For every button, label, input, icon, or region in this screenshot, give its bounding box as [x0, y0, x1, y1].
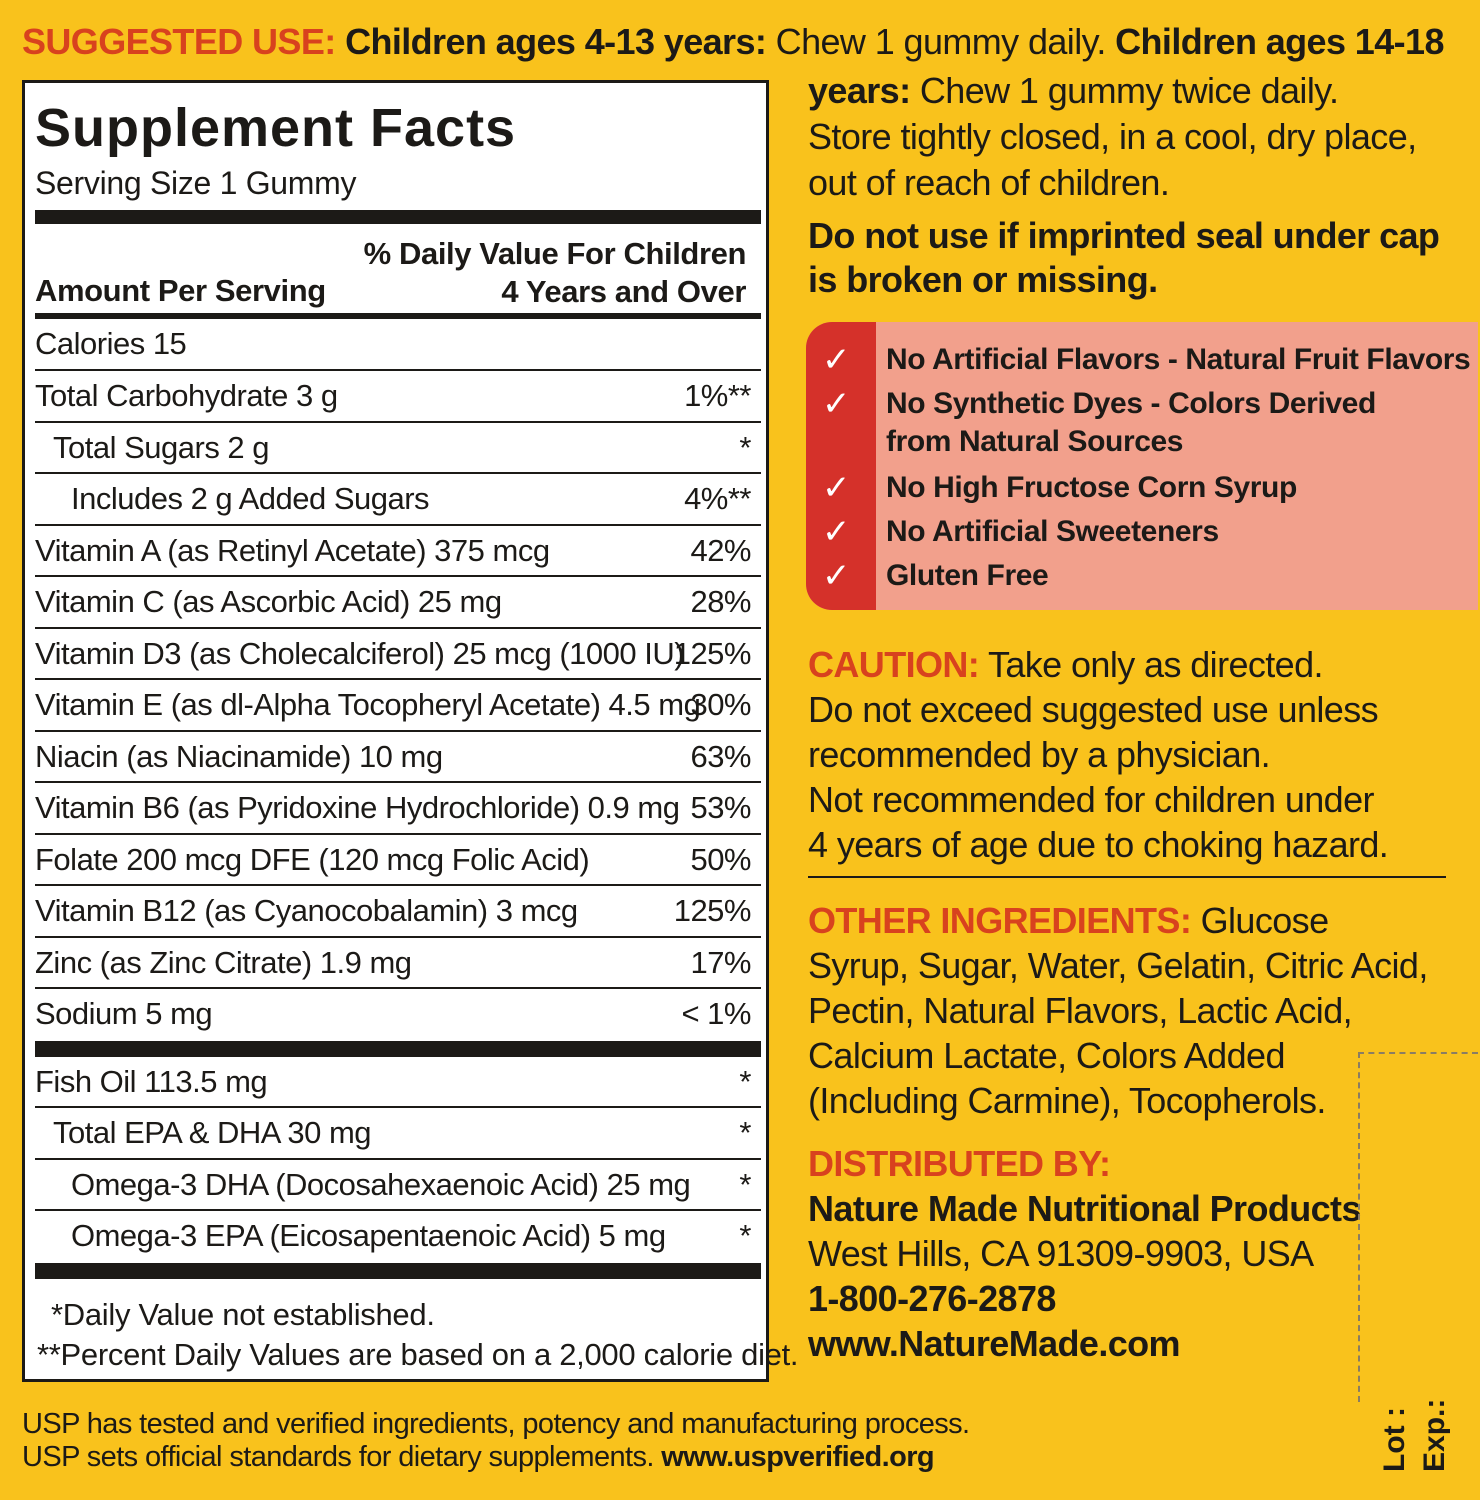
nutrient-name: Omega-3 DHA (Docosahexaenoic Acid) 25 mg [71, 1166, 691, 1202]
distributor-website[interactable]: www.NatureMade.com [808, 1323, 1180, 1364]
nutrient-name: Vitamin E (as dl-Alpha Tocopheryl Acetate) 4.5 mg [35, 687, 701, 722]
nutrient-row [35, 1057, 761, 1109]
nutrient-dv: 1%** [684, 378, 751, 413]
nutrient-name: Total EPA & DHA 30 mg [53, 1115, 372, 1150]
usp-statement [22, 1408, 970, 1474]
footnote-calorie-diet: **Percent Daily Values are based on a 2,000 calorie diet. [37, 1337, 799, 1372]
nutrient-row [35, 474, 761, 526]
other-ingredients-line-3: Pectin, Natural Flavors, Lactic Acid, [808, 990, 1353, 1031]
nutrient-name: Calories 15 [35, 326, 187, 361]
dv-header-line-2: 4 Years and Over [501, 274, 746, 309]
section-divider [808, 876, 1446, 878]
lot-exp-box [1358, 1052, 1478, 1402]
amount-header: Amount Per Serving [35, 273, 326, 308]
check-icon: ✓ [822, 512, 851, 552]
nutrient-row [35, 1108, 761, 1160]
caution-line-4: Not recommended for children under [808, 779, 1374, 820]
caution-line-3: recommended by a physician. [808, 734, 1271, 775]
nutrient-row [35, 629, 761, 681]
lot-label: Lot : [1378, 1407, 1411, 1472]
nutrient-row [35, 835, 761, 887]
nutrient-row [35, 989, 761, 1041]
other-ingredients-text-1: Glucose [1191, 900, 1329, 941]
dv-header [346, 235, 746, 311]
nutrient-row [35, 423, 761, 475]
age-group-2: Children ages 14-18 [1115, 21, 1444, 62]
storage-line-1: Store tightly closed, in a cool, dry place, [808, 116, 1417, 157]
claim-item: No Artificial Sweeteners [886, 515, 1219, 548]
nutrient-name: Vitamin A (as Retinyl Acetate) 375 mcg [35, 532, 550, 568]
check-icon: ✓ [822, 468, 851, 508]
nutrient-row [35, 577, 761, 629]
claim-item: No High Fructose Corn Syrup [886, 471, 1297, 504]
nutrient-name: Folate 200 mcg DFE (120 mcg Folic Acid) [35, 841, 590, 877]
nutrient-row [35, 680, 761, 732]
nutrient-name: Zinc (as Zinc Citrate) 1.9 mg [35, 944, 412, 980]
nutrient-name: Includes 2 g Added Sugars [71, 481, 430, 516]
nutrient-row [35, 319, 761, 371]
dose-1: Chew 1 gummy daily. [766, 21, 1116, 62]
age-group-2-cont: years: [808, 70, 911, 111]
storage-line-2: out of reach of children. [808, 162, 1170, 203]
nutrient-dv: < 1% [681, 996, 751, 1031]
supplement-facts-panel [22, 80, 799, 1382]
nutrient-dv: 53% [690, 790, 751, 825]
seal-warning-line-2: is broken or missing. [808, 259, 1158, 300]
seal-warning [808, 214, 1439, 302]
usp-line-2-text: USP sets official standards for dietary supplements. [22, 1441, 662, 1473]
other-ingredients-section [808, 898, 1428, 1123]
nutrient-row [35, 938, 761, 990]
exp-label: Exp.: [1418, 1398, 1451, 1472]
check-icon: ✓ [822, 384, 851, 424]
nutrient-row [35, 732, 761, 784]
facts-rule-thick [35, 210, 761, 224]
nutrient-name: Fish Oil 113.5 mg [35, 1063, 268, 1099]
nutrient-dv: 42% [690, 532, 751, 568]
nutrient-name: Total Sugars 2 g [53, 429, 270, 465]
suggested-use-label: SUGGESTED USE: [22, 21, 336, 62]
distributor-info [808, 1186, 1361, 1366]
distributor-name: Nature Made Nutritional Products [808, 1188, 1361, 1229]
nutrient-dv: * [739, 1166, 751, 1202]
caution-line-5: 4 years of age due to choking hazard. [808, 824, 1389, 865]
claim-item: Gluten Free [886, 559, 1049, 592]
check-icon: ✓ [822, 556, 851, 596]
nutrient-row [35, 783, 761, 835]
nutrient-dv: 50% [690, 841, 751, 877]
nutrient-row [35, 1160, 761, 1212]
nutrient-name: Vitamin B12 (as Cyanocobalamin) 3 mcg [35, 893, 578, 928]
other-ingredients-line-5: (Including Carmine), Tocopherols. [808, 1080, 1326, 1121]
nutrient-name: Niacin (as Niacinamide) 10 mg [35, 738, 443, 774]
dose-2: Chew 1 gummy twice daily. [910, 70, 1339, 111]
other-ingredients-label: OTHER INGREDIENTS: [808, 900, 1192, 941]
nutrient-dv: 30% [690, 687, 751, 722]
distributor-phone: 1-800-276-2878 [808, 1278, 1056, 1319]
nutrient-row [35, 526, 761, 578]
facts-rule-thick [35, 1041, 761, 1057]
nutrient-name: Vitamin C (as Ascorbic Acid) 25 mg [35, 584, 502, 619]
nutrient-dv: * [739, 1063, 751, 1099]
nutrient-row [35, 1211, 761, 1263]
nutrient-name: Sodium 5 mg [35, 996, 213, 1031]
nutrient-dv: 125% [673, 635, 751, 671]
caution-section [808, 642, 1388, 867]
claims-box [806, 322, 1478, 610]
caution-label: CAUTION: [808, 644, 980, 685]
nutrient-dv: * [739, 1218, 751, 1253]
distributed-by-label: DISTRIBUTED BY: [808, 1143, 1111, 1184]
distributor-address: West Hills, CA 91309-9903, USA [808, 1233, 1314, 1274]
nutrient-dv: 28% [690, 584, 751, 619]
claim-item: No Synthetic Dyes - Colors Derived [886, 387, 1376, 420]
facts-rows [35, 319, 761, 1279]
nutrient-dv: 4%** [684, 481, 751, 516]
other-ingredients-line-2: Syrup, Sugar, Water, Gelatin, Citric Acid, [808, 945, 1428, 986]
nutrient-dv: 63% [690, 738, 751, 774]
usp-line-1: USP has tested and verified ingredients, potency and manufacturing process. [22, 1408, 970, 1440]
nutrient-name: Vitamin B6 (as Pyridoxine Hydrochloride) 0.9 mg [35, 790, 680, 825]
usp-line-2 [22, 1441, 970, 1474]
suggested-use-continued [808, 68, 1417, 206]
facts-rule-thick [35, 1263, 761, 1279]
nutrient-dv: * [739, 1115, 751, 1150]
suggested-use-line [22, 20, 1462, 64]
usp-link[interactable]: www.uspverified.org [661, 1441, 935, 1473]
other-ingredients-line-4: Calcium Lactate, Colors Added [808, 1035, 1285, 1076]
footnote-dv-not-established: *Daily Value not established. [51, 1297, 435, 1332]
check-icon: ✓ [822, 340, 851, 380]
nutrient-dv: 125% [673, 893, 751, 928]
seal-warning-line-1: Do not use if imprinted seal under cap [808, 215, 1440, 256]
nutrient-row [35, 886, 761, 938]
age-group-1: Children ages 4-13 years: [345, 21, 767, 62]
caution-text-1: Take only as directed. [979, 644, 1323, 685]
nutrient-name: Total Carbohydrate 3 g [35, 378, 338, 413]
nutrient-name: Omega-3 EPA (Eicosapentaenoic Acid) 5 mg [71, 1218, 666, 1253]
dv-header-line-1: % Daily Value For Children [363, 236, 746, 271]
nutrient-name: Vitamin D3 (as Cholecalciferol) 25 mcg (1000 IU) [35, 635, 685, 671]
caution-line-2: Do not exceed suggested use unless [808, 689, 1378, 730]
caution-line-1 [808, 642, 1388, 687]
nutrient-dv: * [739, 429, 751, 465]
facts-title: Supplement Facts [35, 98, 517, 158]
other-ingredients-line-1 [808, 898, 1428, 943]
dose-line-2 [808, 68, 1417, 114]
claim-item-continued: from Natural Sources [886, 425, 1184, 458]
serving-size: Serving Size 1 Gummy [35, 165, 357, 201]
nutrient-dv: 17% [690, 944, 751, 980]
claim-item: No Artificial Flavors - Natural Fruit Flavors [886, 343, 1471, 376]
nutrient-row [35, 371, 761, 423]
